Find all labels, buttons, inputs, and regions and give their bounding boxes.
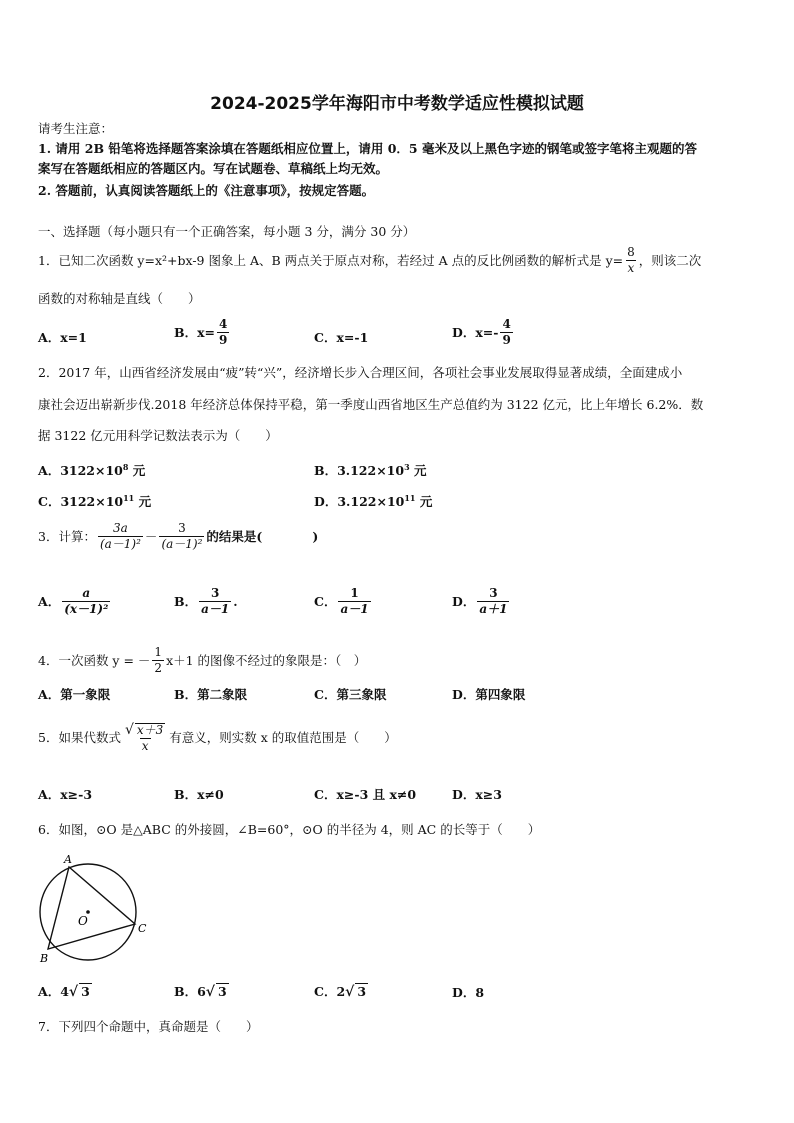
q5-option-a: A．x≥-3 bbox=[38, 787, 93, 802]
q4-option-c: C．第三象限 bbox=[314, 687, 387, 702]
notice-heading: 请考生注意： bbox=[38, 121, 114, 136]
q1-ob-num: 4 bbox=[219, 317, 228, 331]
q6-oa-rad: 3 bbox=[81, 984, 90, 999]
sqrt-icon: √ bbox=[345, 984, 355, 1000]
q2-line-3: 据 3122 亿元用科学记数法表示为（ ） bbox=[38, 428, 278, 443]
q3-f1-num: 3a bbox=[113, 521, 128, 535]
q4-frac bbox=[152, 646, 164, 675]
q1-option-d-frac bbox=[500, 318, 512, 347]
q4-f-num: 1 bbox=[154, 645, 163, 659]
q2-oa-base: A．3122×10 bbox=[38, 463, 123, 479]
q2-oc-exp: 11 bbox=[123, 493, 135, 503]
page-title: 2024-2025学年海阳市中考数学适应性模拟试题 bbox=[210, 94, 584, 114]
q3-oa-frac bbox=[62, 587, 110, 616]
q3-oc-num: 1 bbox=[350, 586, 359, 600]
q6-option-a bbox=[38, 983, 92, 1000]
q3-frac-1 bbox=[98, 522, 143, 551]
q4-option-d: D．第四象限 bbox=[452, 687, 526, 702]
q2-od-exp: 11 bbox=[404, 493, 416, 503]
sqrt-icon: √ bbox=[205, 984, 215, 1000]
q2-option-d bbox=[314, 490, 432, 510]
q3-oa-label: A． bbox=[38, 593, 61, 609]
q7-text: 7．下列四个命题中，真命题是（ ） bbox=[38, 1019, 259, 1034]
q2-oa-unit: 元 bbox=[128, 463, 146, 479]
q5-frac bbox=[123, 723, 167, 753]
q1-option-a: A．x=1 bbox=[38, 330, 87, 345]
q3-f1-den: (a－1)² bbox=[99, 537, 141, 551]
triangle-abc bbox=[48, 867, 135, 949]
q3-option-a bbox=[38, 587, 112, 616]
q3-pre: 3．计算： bbox=[38, 528, 96, 544]
q3-ob-post: . bbox=[233, 593, 238, 609]
q5-f-num-wrap bbox=[123, 723, 167, 738]
q6-oc-label: C．2 bbox=[314, 984, 346, 999]
q3-f2-den: (a－1)² bbox=[161, 537, 203, 551]
q1-option-c: C．x=-1 bbox=[314, 330, 369, 345]
q5-f-den: x bbox=[141, 739, 149, 753]
q3-f2-num: 3 bbox=[178, 521, 186, 535]
q1-text-b: ，则该二次 bbox=[638, 252, 702, 268]
q1-option-b-label: B．x= bbox=[174, 324, 215, 340]
q1-frac-num: 8 bbox=[627, 245, 635, 259]
q3-od-den: a＋1 bbox=[479, 602, 508, 616]
section-heading: 一、选择题（每小题只有一个正确答案，每小题 3 分，满分 30 分） bbox=[38, 224, 416, 239]
q2-option-c bbox=[38, 490, 151, 510]
q5-post: 有意义，则实数 x 的取值范围是（ ） bbox=[169, 730, 397, 745]
q3-option-c bbox=[314, 587, 373, 616]
q3-option-b bbox=[174, 587, 238, 616]
q2-ob-unit: 元 bbox=[409, 463, 427, 479]
q5-pre: 5．如果代数式 bbox=[38, 730, 121, 745]
q2-od-base: D．3.122×10 bbox=[314, 494, 405, 510]
q2-oc-unit: 元 bbox=[134, 494, 152, 510]
q1-fraction bbox=[625, 246, 637, 275]
q6-text: 6．如图，⊙O 是△ABC 的外接圆，∠B=60°，⊙O 的半径为 4，则 AC 的长等于（ ） bbox=[38, 822, 541, 837]
q1-option-b bbox=[174, 318, 231, 347]
q2-ob-exp: 3 bbox=[404, 462, 410, 472]
q5-option-d: D．x≥3 bbox=[452, 787, 502, 802]
label-a: A bbox=[64, 853, 72, 866]
q1-text-c: 函数的对称轴是直线（ ） bbox=[38, 291, 201, 306]
q4-option-a: A．第一象限 bbox=[38, 687, 111, 702]
q5-option-c: C．x≥-3 且 x≠0 bbox=[314, 787, 417, 802]
q2-oa-exp: 8 bbox=[122, 462, 129, 472]
label-c: C bbox=[138, 922, 147, 935]
q6-option-c bbox=[314, 983, 368, 1000]
q2-line-2: 康社会迈出崭新步伐.2018 年经济总体保持平稳，第一季度山西省地区生产总值约为 3122 亿元，比上年增长 6.2%．数 bbox=[38, 397, 704, 412]
q1-option-d bbox=[452, 318, 515, 347]
q3-minus: － bbox=[144, 528, 158, 544]
q1-option-b-frac bbox=[217, 318, 229, 347]
q3-ob-den: a－1 bbox=[201, 602, 230, 616]
q3-oc-frac bbox=[338, 587, 370, 616]
q4-post: x＋1 的图像不经过的象限是：（ ） bbox=[166, 652, 367, 668]
q3-ob-label: B． bbox=[174, 593, 198, 609]
circle-diagram bbox=[36, 850, 151, 965]
q2-od-unit: 元 bbox=[415, 494, 433, 510]
question-4 bbox=[38, 646, 366, 675]
q3-post: 的结果是( ) bbox=[206, 528, 319, 544]
q4-f-den: 2 bbox=[154, 661, 163, 675]
question-5 bbox=[38, 723, 397, 753]
q3-oc-den: a－1 bbox=[340, 602, 369, 616]
q3-oa-num: a bbox=[82, 586, 91, 600]
q1-od-num: 4 bbox=[502, 317, 511, 331]
q1-frac-den: x bbox=[627, 261, 635, 275]
q3-ob-frac bbox=[199, 587, 231, 616]
notice-item-2: 2. 答题前，认真阅读答题纸上的《注意事项》，按规定答题。 bbox=[38, 183, 375, 198]
q3-oa-den: (x－1)² bbox=[64, 602, 109, 616]
q3-od-label: D． bbox=[452, 593, 476, 609]
q2-oc-base: C．3122×10 bbox=[38, 494, 124, 510]
q6-oa-label: A．4 bbox=[38, 984, 69, 999]
q6-option-b bbox=[174, 983, 229, 1000]
q2-option-b bbox=[314, 459, 427, 479]
q3-od-frac bbox=[477, 587, 509, 616]
q2-ob-base: B．3.122×10 bbox=[314, 463, 405, 479]
q1-od-den: 9 bbox=[502, 333, 511, 347]
q4-pre: 4．一次函数 y = － bbox=[38, 652, 151, 668]
q2-line-1: 2．2017 年，山西省经济发展由“疲”转“兴”，经济增长步入合理区间，各项社会事业发展取得显著成绩，全面建成小 bbox=[38, 365, 683, 380]
q3-oc-label: C． bbox=[314, 593, 337, 609]
sqrt-icon: √ bbox=[124, 722, 134, 738]
q1-option-d-label: D．x=- bbox=[452, 324, 499, 340]
q1-text-a: 1．已知二次函数 y=x²+bx-9 图象上 A、B 两点关于原点对称，若经过 A 点的反比例函数的解析式是 y= bbox=[38, 252, 624, 268]
label-o: O bbox=[78, 914, 88, 928]
q1-ob-den: 9 bbox=[219, 333, 228, 347]
q6-oc-rad: 3 bbox=[357, 984, 367, 999]
q4-option-b: B．第二象限 bbox=[174, 687, 248, 702]
q6-ob-label: B．6 bbox=[174, 984, 206, 999]
q3-od-num: 3 bbox=[489, 586, 498, 600]
q5-option-b: B．x≠0 bbox=[174, 787, 224, 802]
q3-option-d bbox=[452, 587, 511, 616]
q6-option-d: D．8 bbox=[452, 985, 485, 1000]
question-3 bbox=[38, 522, 318, 551]
sqrt-icon: √ bbox=[68, 984, 79, 1000]
notice-item-1a: 1. 请用 2B 铅笔将选择题答案涂填在答题纸相应位置上，请用 0．5 毫米及以上黑色字迹的钢笔或签字笔将主观题的答 bbox=[38, 141, 697, 156]
q3-frac-2 bbox=[159, 522, 204, 551]
q6-ob-rad: 3 bbox=[217, 984, 227, 999]
question-1 bbox=[38, 246, 701, 275]
notice-item-1b: 案写在答题纸相应的答题区内。写在试题卷、草稿纸上均无效。 bbox=[38, 161, 389, 176]
label-b: B bbox=[40, 952, 49, 965]
q3-ob-num: 3 bbox=[210, 586, 220, 600]
q5-f-num: x＋3 bbox=[136, 723, 164, 737]
q2-option-a bbox=[38, 459, 145, 479]
